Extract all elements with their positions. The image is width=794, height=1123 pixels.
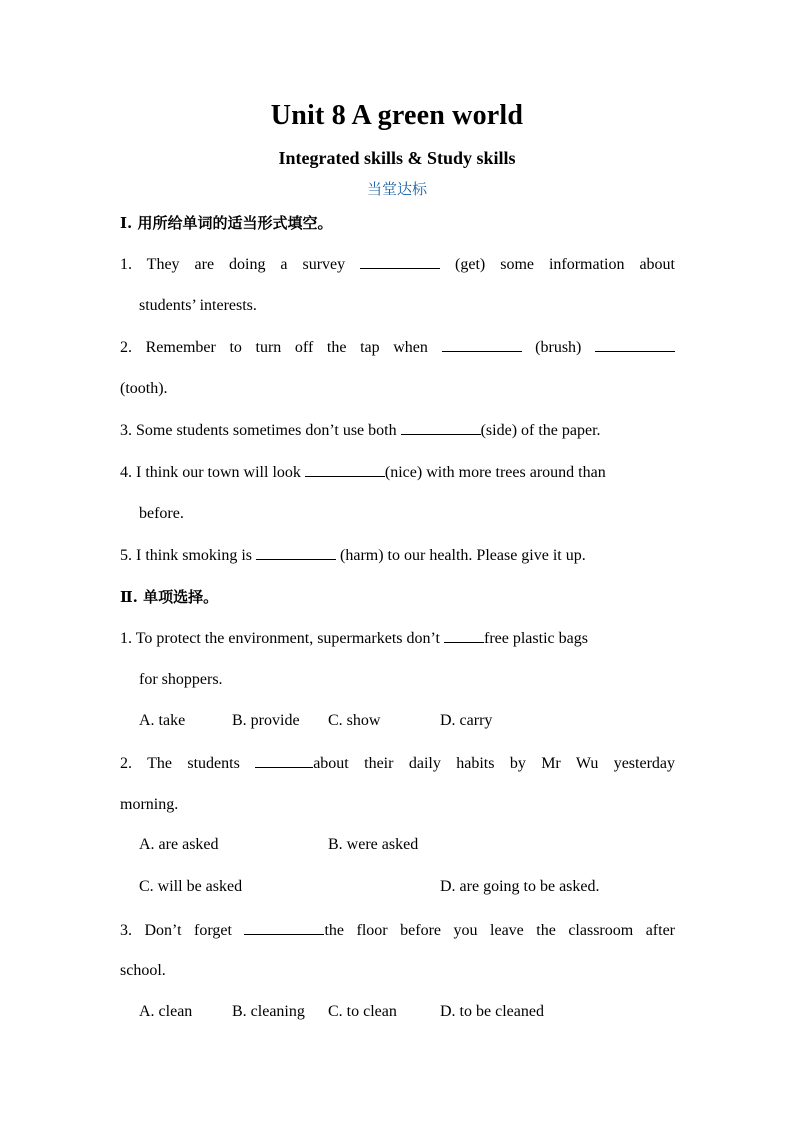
option-c[interactable]: C. will be asked (139, 878, 243, 895)
question-2-2: 2. The students about their daily habits by Mr Wu yesterday (120, 755, 676, 772)
option-d[interactable]: D. are going to be asked. (440, 878, 600, 895)
answer-blank[interactable] (360, 254, 440, 269)
question-1-3: 3. Some students sometimes don’t use both (side) of the paper. (120, 422, 601, 439)
option-d[interactable]: D. to be cleaned (440, 1003, 544, 1020)
question-2-2-continued: morning. (120, 796, 179, 813)
question-1-4: 4. I think our town will look (nice) with more trees around than (120, 464, 606, 481)
question-1-1: 1. They are doing a survey (get) some information about (120, 256, 675, 273)
question-1-1-continued: students’ interests. (139, 297, 257, 314)
option-c[interactable]: C. to clean (328, 1003, 397, 1020)
option-a[interactable]: A. take (139, 712, 186, 729)
answer-blank[interactable] (442, 337, 522, 352)
section-1-heading: Ⅰ. 用所给单词的适当形式填空。 (120, 214, 333, 232)
question-2-1: 1. To protect the environment, supermarkets don’t free plastic bags (120, 630, 588, 647)
page-subtitle: Integrated skills & Study skills (278, 148, 516, 168)
option-d[interactable]: D. carry (440, 712, 493, 729)
page-title: Unit 8 A green world (270, 100, 524, 131)
question-2-3: 3. Don’t forget the floor before you leave the classroom after (120, 922, 676, 939)
question-1-2: 2. Remember to turn off the tap when (brush) (120, 337, 675, 358)
question-1-2-continued: (tooth). (120, 380, 168, 397)
option-b[interactable]: B. cleaning (232, 1003, 305, 1020)
option-c[interactable]: C. show (328, 712, 381, 729)
answer-blank[interactable] (305, 462, 385, 477)
option-b[interactable]: B. were asked (328, 836, 419, 853)
question-2-1-continued: for shoppers. (139, 671, 223, 688)
answer-blank[interactable] (256, 545, 336, 560)
answer-blank[interactable] (255, 753, 313, 768)
question-2-3-continued: school. (120, 962, 166, 979)
option-a[interactable]: A. clean (139, 1003, 193, 1020)
section-2-heading: Ⅱ. 单项选择。 (120, 588, 219, 606)
answer-blank[interactable] (444, 628, 484, 643)
answer-blank[interactable] (401, 420, 481, 435)
question-1-4-continued: before. (139, 505, 184, 522)
answer-blank[interactable] (244, 920, 324, 935)
option-a[interactable]: A. are asked (139, 836, 219, 853)
option-b[interactable]: B. provide (232, 712, 300, 729)
question-1-5: 5. I think smoking is (harm) to our health. Please give it up. (120, 547, 586, 564)
answer-blank[interactable] (595, 337, 675, 352)
section-tag: 当堂达标 (366, 180, 427, 198)
